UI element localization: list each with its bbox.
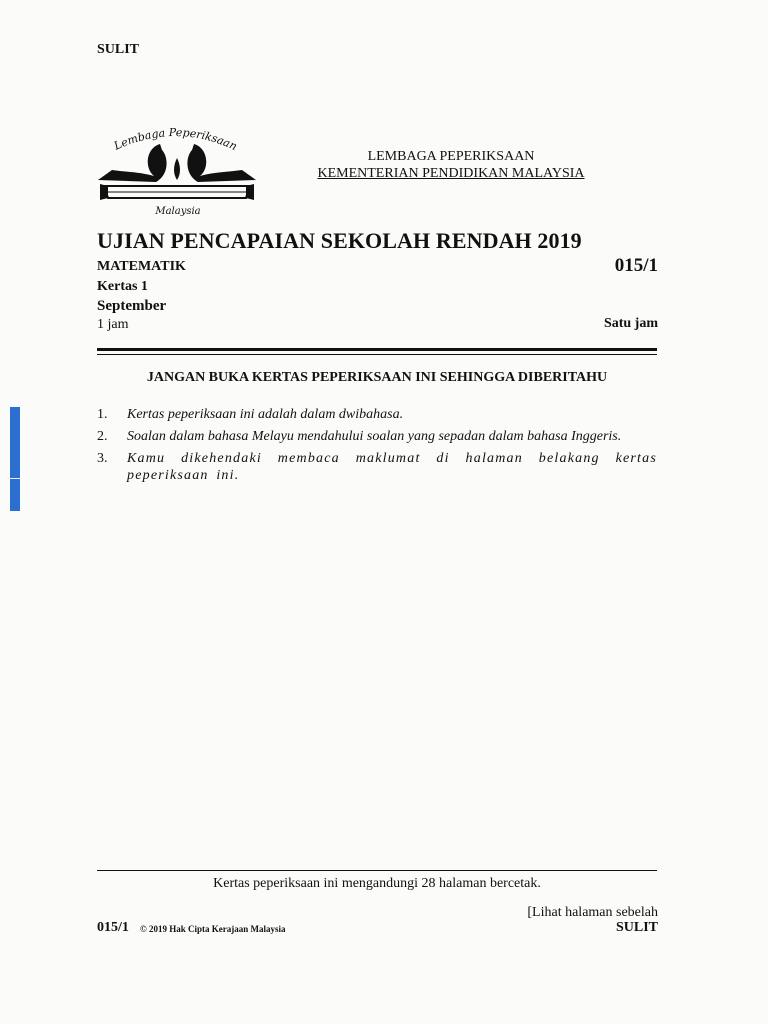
exam-duration-words: Satu jam — [603, 316, 658, 331]
page-count-note: Kertas peperiksaan ini mengandungi 28 halaman bercetak. — [213, 876, 541, 891]
exam-duration: 1 jam — [97, 317, 129, 332]
organisation-line2: KEMENTERIAN PENDIDIKAN MALAYSIA — [317, 166, 585, 181]
exam-month: September — [97, 298, 167, 314]
exam-board-logo — [96, 128, 258, 220]
instruction-text: Kertas peperiksaan ini adalah dalam dwibahasa. — [127, 407, 404, 422]
classification-bottom: SULIT — [615, 920, 658, 935]
scan-edge-mark — [10, 478, 20, 479]
next-page-note: [Lihat halaman sebelah — [527, 905, 658, 920]
instructions-list — [97, 406, 657, 489]
classification-top: SULIT — [97, 42, 140, 57]
logo-arc-text: Lembaga Peperiksaan — [112, 128, 240, 154]
svg-text:Lembaga Peperiksaan — [111, 128, 239, 153]
exam-paper: Kertas 1 — [97, 279, 148, 294]
header-rule-thin — [97, 354, 657, 355]
header-rule-thick — [97, 348, 657, 351]
instruction-item — [97, 428, 657, 445]
warning-notice: JANGAN BUKA KERTAS PEPERIKSAAN INI SEHINGGA DIBERITAHU — [146, 370, 608, 385]
exam-title: UJIAN PENCAPAIAN SEKOLAH RENDAH 2019 — [97, 228, 582, 253]
footer-rule — [97, 870, 657, 871]
instruction-text: Kamu dikehendaki membaca maklumat di halaman belakang kertas peperiksaan ini. — [127, 451, 657, 483]
organisation-line1: LEMBAGA PEPERIKSAAN — [367, 149, 535, 164]
instruction-item — [97, 450, 657, 484]
exam-code: 015/1 — [614, 255, 658, 276]
logo-bottom-text: Malaysia — [155, 206, 201, 217]
exam-subject: MATEMATIK — [97, 259, 186, 274]
copyright-notice: © 2019 Hak Cipta Kerajaan Malaysia — [140, 924, 286, 934]
footer-exam-code: 015/1 — [97, 920, 129, 935]
instruction-item — [97, 406, 657, 423]
instruction-text: Soalan dalam bahasa Melayu mendahului soalan yang sepadan dalam bahasa Inggeris. — [127, 429, 622, 444]
scan-edge-tab — [10, 407, 20, 511]
organisation-block — [296, 148, 606, 182]
instruction-number: 3. — [97, 451, 108, 466]
instruction-number: 2. — [97, 429, 108, 444]
instruction-number: 1. — [97, 407, 108, 422]
